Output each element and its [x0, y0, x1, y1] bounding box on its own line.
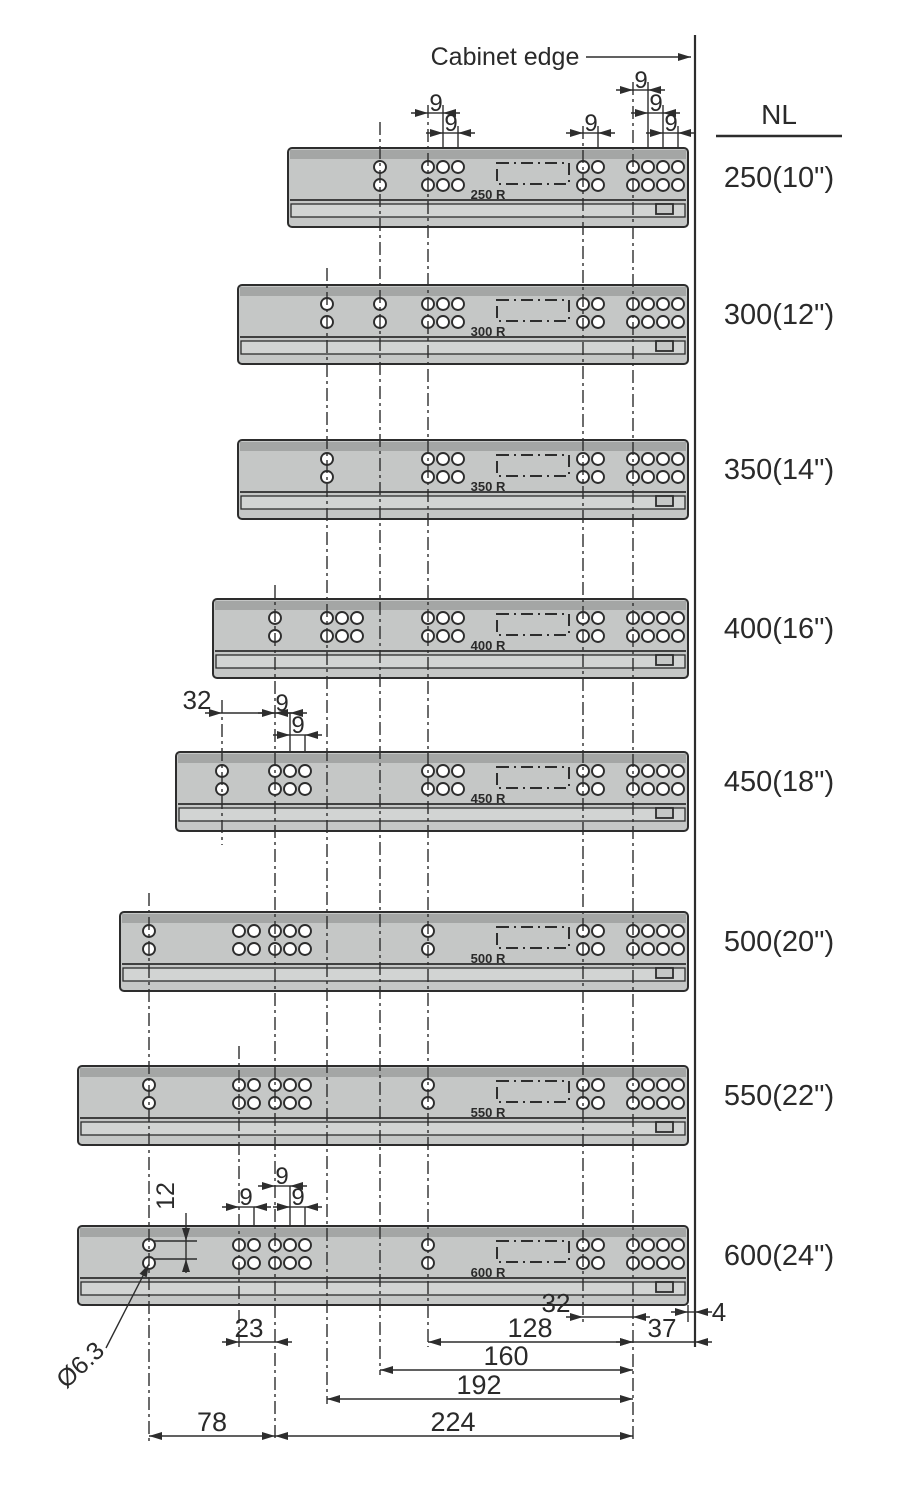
mounting-hole [672, 471, 684, 483]
rail-top-band [122, 914, 686, 923]
mounting-hole [452, 765, 464, 777]
arrowhead [675, 1308, 688, 1316]
mounting-hole [672, 1097, 684, 1109]
rail-400 [213, 599, 834, 678]
arrowhead [415, 109, 428, 117]
dim-value: 160 [483, 1341, 529, 1371]
mounting-hole [592, 1257, 604, 1269]
mounting-hole [299, 1257, 311, 1269]
front-clip-notch [656, 1122, 673, 1132]
arrowhead [633, 1313, 646, 1321]
arrowhead [327, 1395, 340, 1403]
dim-value: 9 [275, 690, 289, 717]
mounting-hole [437, 161, 449, 173]
mounting-hole [657, 783, 669, 795]
mounting-hole [672, 1239, 684, 1251]
mounting-hole [452, 298, 464, 310]
mounting-hole [642, 1257, 654, 1269]
mounting-hole [672, 161, 684, 173]
dimension-23 [222, 1313, 292, 1346]
rail-550 [78, 1066, 834, 1145]
nl-header [716, 99, 842, 136]
rail-size-marking: 550 R [470, 1105, 506, 1120]
mounting-hole [657, 612, 669, 624]
mounting-hole [299, 943, 311, 955]
mounting-hole [642, 612, 654, 624]
mounting-hole [657, 943, 669, 955]
mounting-hole [657, 765, 669, 777]
arrowhead [598, 129, 611, 137]
dim-value: 37 [647, 1313, 677, 1343]
arrowhead [428, 1338, 441, 1346]
rail-top-band [178, 754, 686, 763]
front-clip-notch [656, 496, 673, 506]
rail-flange-strip [291, 204, 685, 217]
mounting-hole [248, 1079, 260, 1091]
mounting-hole [642, 471, 654, 483]
mounting-hole [672, 1257, 684, 1269]
mounting-hole [672, 783, 684, 795]
mounting-hole [452, 471, 464, 483]
arrowhead [678, 53, 691, 61]
dim-value: 32 [182, 685, 212, 715]
mounting-hole [248, 1097, 260, 1109]
mounting-hole [452, 453, 464, 465]
mounting-hole [233, 925, 245, 937]
mounting-hole [452, 612, 464, 624]
mounting-hole [657, 1239, 669, 1251]
mounting-hole [437, 453, 449, 465]
dim-value: 9 [291, 1184, 305, 1211]
mounting-hole [642, 161, 654, 173]
arrowhead [695, 1308, 708, 1316]
mounting-hole [592, 161, 604, 173]
arrowhead [620, 1395, 633, 1403]
arrowhead [254, 1203, 267, 1211]
rail-top-band [80, 1068, 686, 1077]
rail-top-band [215, 601, 686, 610]
dim-value: 12 [152, 1182, 180, 1210]
arrowhead [620, 1366, 633, 1374]
dim-value: 224 [430, 1407, 476, 1437]
mounting-hole [592, 298, 604, 310]
arrowhead [380, 1366, 393, 1374]
rail-top-band [240, 287, 686, 296]
dimension-78 [149, 1407, 275, 1440]
mounting-hole [642, 316, 654, 328]
mounting-hole [284, 783, 296, 795]
rail-size-marking: 300 R [470, 324, 506, 339]
arrowhead [620, 1338, 633, 1346]
mounting-hole [657, 179, 669, 191]
mounting-hole [284, 1097, 296, 1109]
mounting-hole [284, 1257, 296, 1269]
rail-top-band [80, 1228, 686, 1237]
mounting-hole [233, 943, 245, 955]
dim-value: 9 [291, 712, 305, 739]
rail-600 [78, 1226, 834, 1305]
mounting-hole [299, 1097, 311, 1109]
rail-250 [288, 148, 834, 227]
rail-flange-strip [216, 655, 685, 668]
rail-flange-strip [179, 808, 685, 821]
mounting-hole [284, 765, 296, 777]
dim-value: 4 [711, 1297, 727, 1327]
nl-header-label: NL [761, 99, 797, 130]
cabinet-edge-label: Cabinet edge [430, 43, 580, 71]
nl-length-label: 250(10") [723, 162, 835, 194]
dimension-192 [327, 1370, 633, 1403]
rail-size-marking: 500 R [470, 951, 506, 966]
arrowhead [620, 1432, 633, 1440]
hole-diameter-value: Ø6.3 [51, 1336, 110, 1394]
mounting-hole [248, 1257, 260, 1269]
arrowhead [305, 731, 318, 739]
mounting-hole [299, 1239, 311, 1251]
arrowhead [650, 129, 663, 137]
dim-value: 9 [649, 90, 663, 117]
arrowhead [226, 1203, 239, 1211]
mounting-hole [452, 316, 464, 328]
mounting-hole [672, 298, 684, 310]
dim-value: 78 [196, 1407, 228, 1437]
mounting-hole [592, 316, 604, 328]
rail-size-marking: 350 R [470, 479, 506, 494]
arrowhead [262, 709, 275, 717]
mounting-hole [284, 1239, 296, 1251]
dim-value: 192 [456, 1370, 502, 1400]
mounting-hole [592, 943, 604, 955]
mounting-hole [248, 925, 260, 937]
dim-value: 9 [664, 110, 678, 137]
arrowhead [262, 1432, 275, 1440]
mounting-hole [672, 1079, 684, 1091]
mounting-hole [642, 943, 654, 955]
mounting-hole [248, 1239, 260, 1251]
mounting-hole [299, 783, 311, 795]
arrowhead [620, 86, 633, 94]
mounting-hole [657, 630, 669, 642]
arrowhead [635, 109, 648, 117]
rail-size-marking: 250 R [470, 187, 506, 202]
dimension-160 [380, 1341, 633, 1374]
mounting-hole [672, 179, 684, 191]
arrowhead [305, 1203, 318, 1211]
rail-size-marking: 400 R [470, 638, 506, 653]
dimension-128 [428, 1313, 633, 1346]
arrowhead [458, 129, 471, 137]
nl-length-label: 450(18") [723, 766, 835, 798]
rail-top-band [290, 150, 686, 159]
nl-length-label: 550(22") [723, 1080, 835, 1112]
mounting-hole [452, 630, 464, 642]
dimension-224 [275, 1407, 633, 1440]
rail-500 [120, 912, 834, 991]
mounting-hole [642, 783, 654, 795]
rail-flange-strip [81, 1282, 685, 1295]
front-clip-notch [656, 808, 673, 818]
mounting-hole [657, 453, 669, 465]
mounting-hole [672, 765, 684, 777]
rail-size-marking: 600 R [470, 1265, 506, 1280]
mounting-hole [299, 765, 311, 777]
rail-flange-strip [241, 496, 685, 509]
mounting-hole [336, 612, 348, 624]
rail-top-band [240, 442, 686, 451]
rail-flange-strip [81, 1122, 685, 1135]
mounting-hole [592, 1097, 604, 1109]
mounting-hole [592, 612, 604, 624]
mounting-hole [657, 1097, 669, 1109]
mounting-hole [592, 925, 604, 937]
dim-value: 9 [429, 90, 443, 117]
dim-value: 9 [444, 110, 458, 137]
mounting-hole [437, 298, 449, 310]
front-clip-notch [656, 655, 673, 665]
mounting-hole [672, 612, 684, 624]
dim-value: 9 [275, 1163, 289, 1190]
mounting-hole [592, 179, 604, 191]
dim-value: 9 [239, 1184, 253, 1211]
mounting-hole [592, 630, 604, 642]
dim-value: 23 [234, 1313, 264, 1343]
mounting-hole [657, 1079, 669, 1091]
arrowhead [570, 129, 583, 137]
rail-flange-strip [123, 968, 685, 981]
mounting-hole [284, 925, 296, 937]
arrowhead [275, 1432, 288, 1440]
arrowhead [277, 1203, 290, 1211]
mounting-hole [336, 630, 348, 642]
cabinet-edge-callout [431, 43, 691, 71]
arrowhead [678, 129, 691, 137]
mounting-hole [452, 179, 464, 191]
mounting-hole [642, 179, 654, 191]
mounting-hole [657, 1257, 669, 1269]
mounting-hole [452, 161, 464, 173]
mounting-hole [452, 783, 464, 795]
mounting-hole [642, 1079, 654, 1091]
mounting-hole [437, 783, 449, 795]
mounting-hole [351, 612, 363, 624]
front-clip-notch [656, 968, 673, 978]
dim-value: 32 [541, 1288, 571, 1318]
dimension-37 [616, 1313, 712, 1346]
arrowhead [570, 1313, 583, 1321]
mounting-hole [437, 630, 449, 642]
mounting-hole [672, 453, 684, 465]
mounting-hole [437, 471, 449, 483]
mounting-hole [657, 925, 669, 937]
dim-value: 9 [584, 110, 598, 137]
rail-flange-strip [241, 341, 685, 354]
mounting-hole [592, 471, 604, 483]
mounting-hole [592, 783, 604, 795]
mounting-hole [642, 1239, 654, 1251]
mounting-hole [672, 316, 684, 328]
mounting-hole [351, 630, 363, 642]
mounting-hole [299, 1079, 311, 1091]
mounting-hole [642, 1097, 654, 1109]
arrowhead [262, 1182, 275, 1190]
mounting-hole [592, 453, 604, 465]
arrowhead [275, 1338, 288, 1346]
dimension-9 [566, 110, 615, 137]
mounting-hole [284, 1079, 296, 1091]
mounting-hole [657, 161, 669, 173]
mounting-hole [657, 316, 669, 328]
mounting-hole [672, 925, 684, 937]
arrowhead [430, 129, 443, 137]
mounting-hole [437, 316, 449, 328]
mounting-hole [642, 765, 654, 777]
arrowhead [695, 1338, 708, 1346]
nl-length-label: 500(20") [723, 926, 835, 958]
mounting-hole [284, 943, 296, 955]
mounting-hole [657, 471, 669, 483]
mounting-hole [592, 1239, 604, 1251]
arrowhead [277, 731, 290, 739]
mounting-hole [437, 612, 449, 624]
mounting-hole [642, 453, 654, 465]
mounting-hole [437, 765, 449, 777]
rail-size-marking: 450 R [470, 791, 506, 806]
mounting-hole [672, 630, 684, 642]
front-clip-notch [656, 341, 673, 351]
dim-value: 9 [634, 67, 648, 94]
mounting-hole [642, 630, 654, 642]
nl-length-label: 400(16") [723, 613, 835, 645]
arrowhead [149, 1432, 162, 1440]
front-clip-notch [656, 204, 673, 214]
mounting-hole [672, 943, 684, 955]
nl-length-label: 350(14") [723, 454, 835, 486]
mounting-hole [299, 925, 311, 937]
mounting-hole [592, 1079, 604, 1091]
nl-length-label: 300(12") [723, 299, 835, 331]
mounting-hole [642, 298, 654, 310]
mounting-hole [592, 765, 604, 777]
mounting-hole [437, 179, 449, 191]
front-clip-notch [656, 1282, 673, 1292]
mounting-hole [657, 298, 669, 310]
nl-length-label: 600(24") [723, 1240, 835, 1272]
mounting-hole [642, 925, 654, 937]
dim-value: 128 [507, 1313, 553, 1343]
mounting-hole [248, 943, 260, 955]
